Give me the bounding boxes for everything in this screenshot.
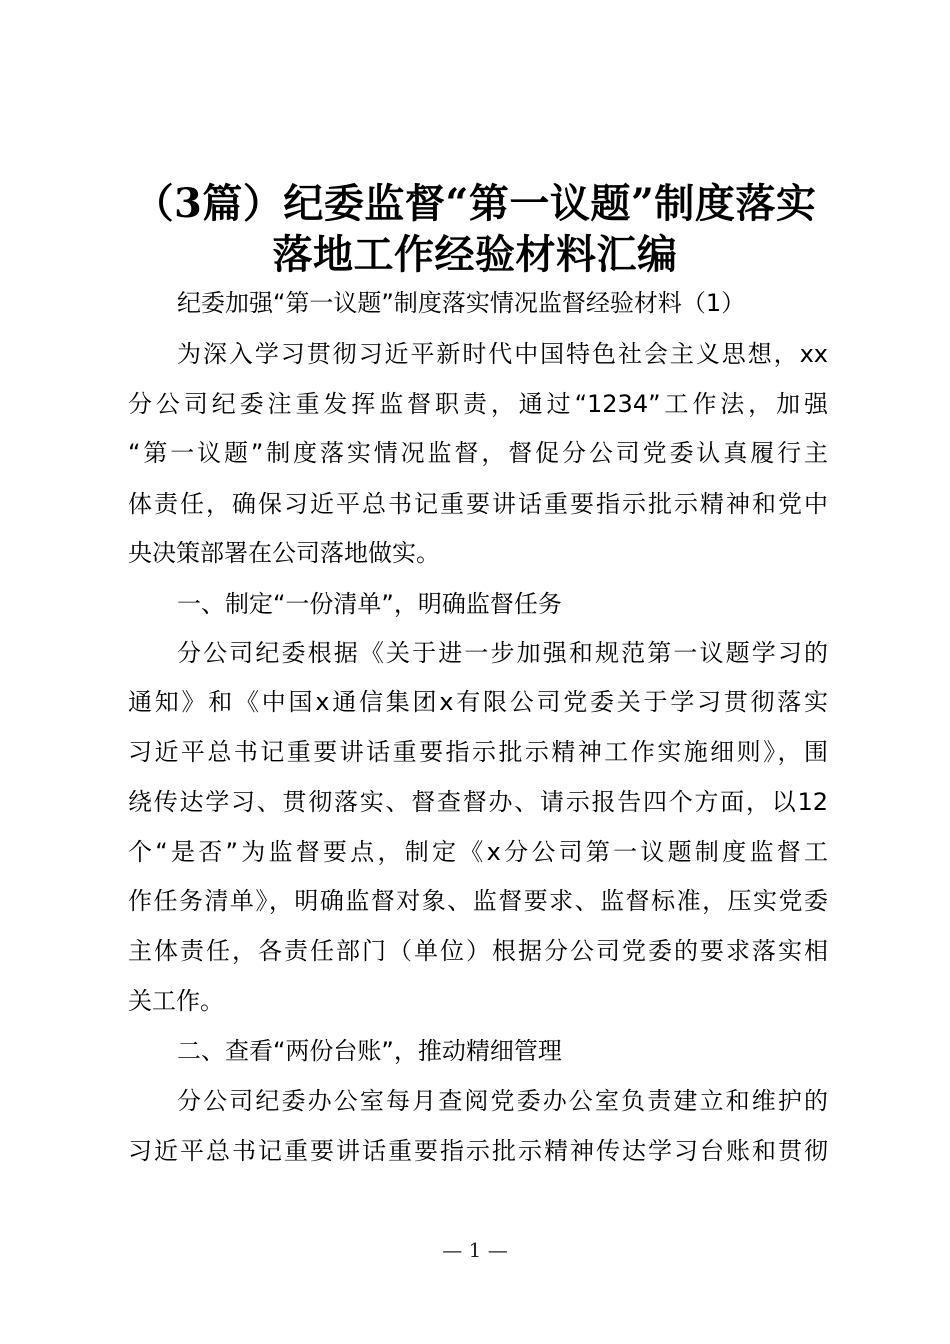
body-line: 作任务清单》，明确监督对象、监督要求、监督标准，压实党委 xyxy=(128,887,828,915)
body-line: 为深入学习贯彻习近平新时代中国特色社会主义思想，xx xyxy=(177,340,828,368)
page-number: — 1 — xyxy=(442,1238,508,1262)
body-line: 绕传达学习、贯彻落实、督查督办、请示报告四个方面，以12 xyxy=(128,788,828,816)
body-line: 体责任，确保习近平总书记重要讲话重要指示批示精神和党中 xyxy=(128,490,828,518)
body-line: 个“是否”为监督要点，制定《x分公司第一议题制度监督工 xyxy=(128,838,828,866)
body-line: 习近平总书记重要讲话重要指示批示精神工作实施细则》，围 xyxy=(128,738,828,766)
section-heading-2: 二、查看“两份台账”，推动精细管理 xyxy=(177,1037,562,1065)
body-line: 关工作。 xyxy=(128,987,224,1015)
section-heading-1: 一、制定“一份清单”，明确监督任务 xyxy=(177,590,562,618)
document-title-line-2: 落地工作经验材料汇编 xyxy=(272,231,678,278)
body-line: “第一议题”制度落实情况监督，督促分公司党委认真履行主 xyxy=(128,439,828,467)
document-title-line-1: （3篇）纪委监督“第一议题”制度落实 xyxy=(133,180,817,227)
body-line: 分公司纪委根据《关于进一步加强和规范第一议题学习的 xyxy=(177,639,828,667)
body-line: 通知》和《中国x通信集团x有限公司党委关于学习贯彻落实 xyxy=(128,688,828,716)
body-line: 分公司纪委注重发挥监督职责，通过“1234”工作法，加强 xyxy=(128,390,828,418)
body-line: 央决策部署在公司落地做实。 xyxy=(128,539,440,567)
body-line: 分公司纪委办公室每月查阅党委办公室负责建立和维护的 xyxy=(177,1087,828,1115)
section-subtitle: 纪委加强“第一议题”制度落实情况监督经验材料（1） xyxy=(177,289,746,317)
body-line: 主体责任，各责任部门（单位）根据分公司党委的要求落实相 xyxy=(128,937,828,965)
body-line: 习近平总书记重要讲话重要指示批示精神传达学习台账和贯彻 xyxy=(128,1137,828,1165)
